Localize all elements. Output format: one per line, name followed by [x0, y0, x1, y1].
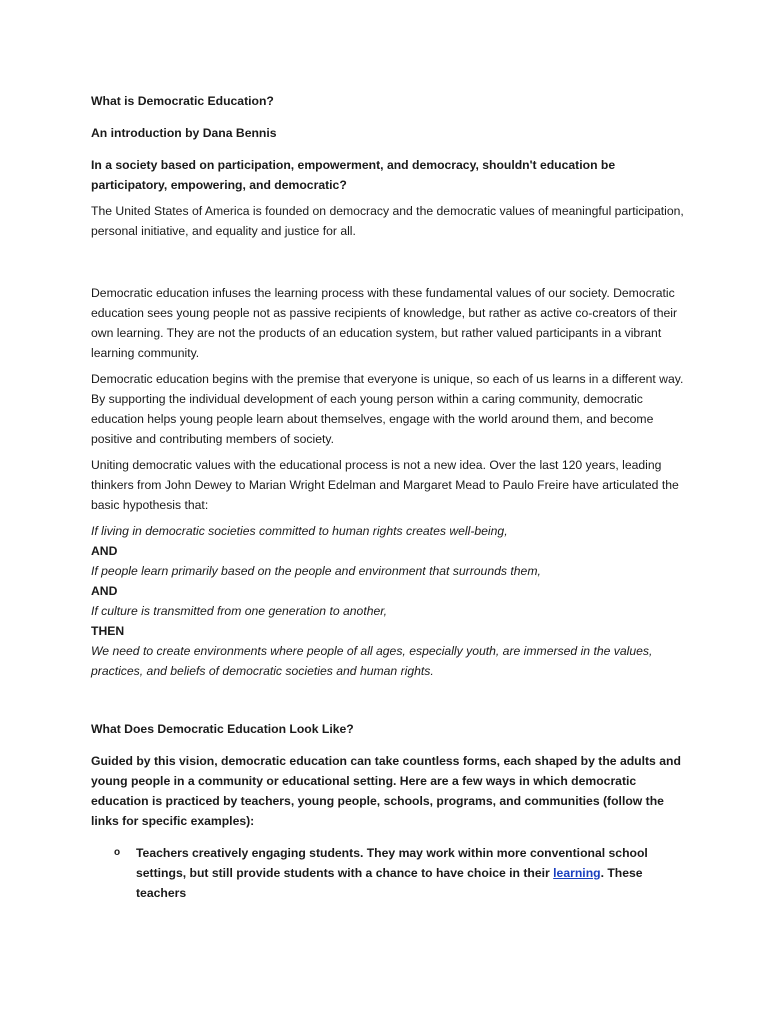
us-paragraph: The United States of America is founded on democracy and the democratic values of meaningful participation, personal initiative, and equality and justice for all. [91, 204, 684, 238]
hypothesis-connector: THEN [91, 624, 125, 638]
lead-question: In a society based on participation, empowerment, and democracy, shouldn't education be participatory, empowering, and democratic? [91, 158, 616, 192]
hypothesis-conclusion: We need to create environments where people of all ages, especially youth, are immersed in the values, practices, and beliefs of democratic societies and human rights. [91, 644, 653, 678]
paragraph-history: Uniting democratic values with the educational process is not a new idea. Over the last 120 years, leading thinkers from John Dewey to Marian Wright Edelman and Margaret Mead to Paulo Freire have articulated the basic hypothesis that: [91, 458, 679, 512]
byline: An introduction by Dana Bennis [91, 126, 277, 140]
hypothesis-connector: AND [91, 584, 118, 598]
hypothesis-line: If living in democratic societies committed to human rights creates well-being, [91, 524, 508, 538]
bullet-item [91, 843, 686, 903]
bullet-marker: o [114, 847, 121, 858]
hypothesis-line: If people learn primarily based on the people and environment that surrounds them, [91, 564, 541, 578]
paragraph-values: Democratic education infuses the learning process with these fundamental values of our society. Democratic education sees young people not as passive recipients of knowledge, but rather as active co-creators of their own learning. They are not the products of an education system, but rather valued participants in a vibrant learning community. [91, 286, 678, 360]
hypothesis-connector: AND [91, 544, 118, 558]
section-heading: What Does Democratic Education Look Like? [91, 722, 354, 736]
document-body [91, 91, 686, 903]
section-paragraph: Guided by this vision, democratic education can take countless forms, each shaped by the adults and young people in a community or educational setting. Here are a few ways in which democratic education is practiced by teachers, young people, schools, programs, and communities (follow the links for specific examples): [91, 754, 681, 828]
hypothesis-block [91, 521, 686, 681]
document-title: What is Democratic Education? [91, 94, 274, 108]
paragraph-premise: Democratic education begins with the premise that everyone is unique, so each of us learns in a different way. By supporting the individual development of each young person within a caring community, democratic education helps young people learn about themselves, engage with the world around them, and become positive and contributing members of society. [91, 372, 684, 446]
bullet-text: Teachers creatively engaging students. They may work within more conventional school settings, but still provide students with a chance to have choice in their [136, 846, 648, 880]
bullet-text-continued: . These teachers [136, 866, 643, 900]
learning-link[interactable]: learning [553, 866, 601, 880]
hypothesis-line: If culture is transmitted from one generation to another, [91, 604, 388, 618]
